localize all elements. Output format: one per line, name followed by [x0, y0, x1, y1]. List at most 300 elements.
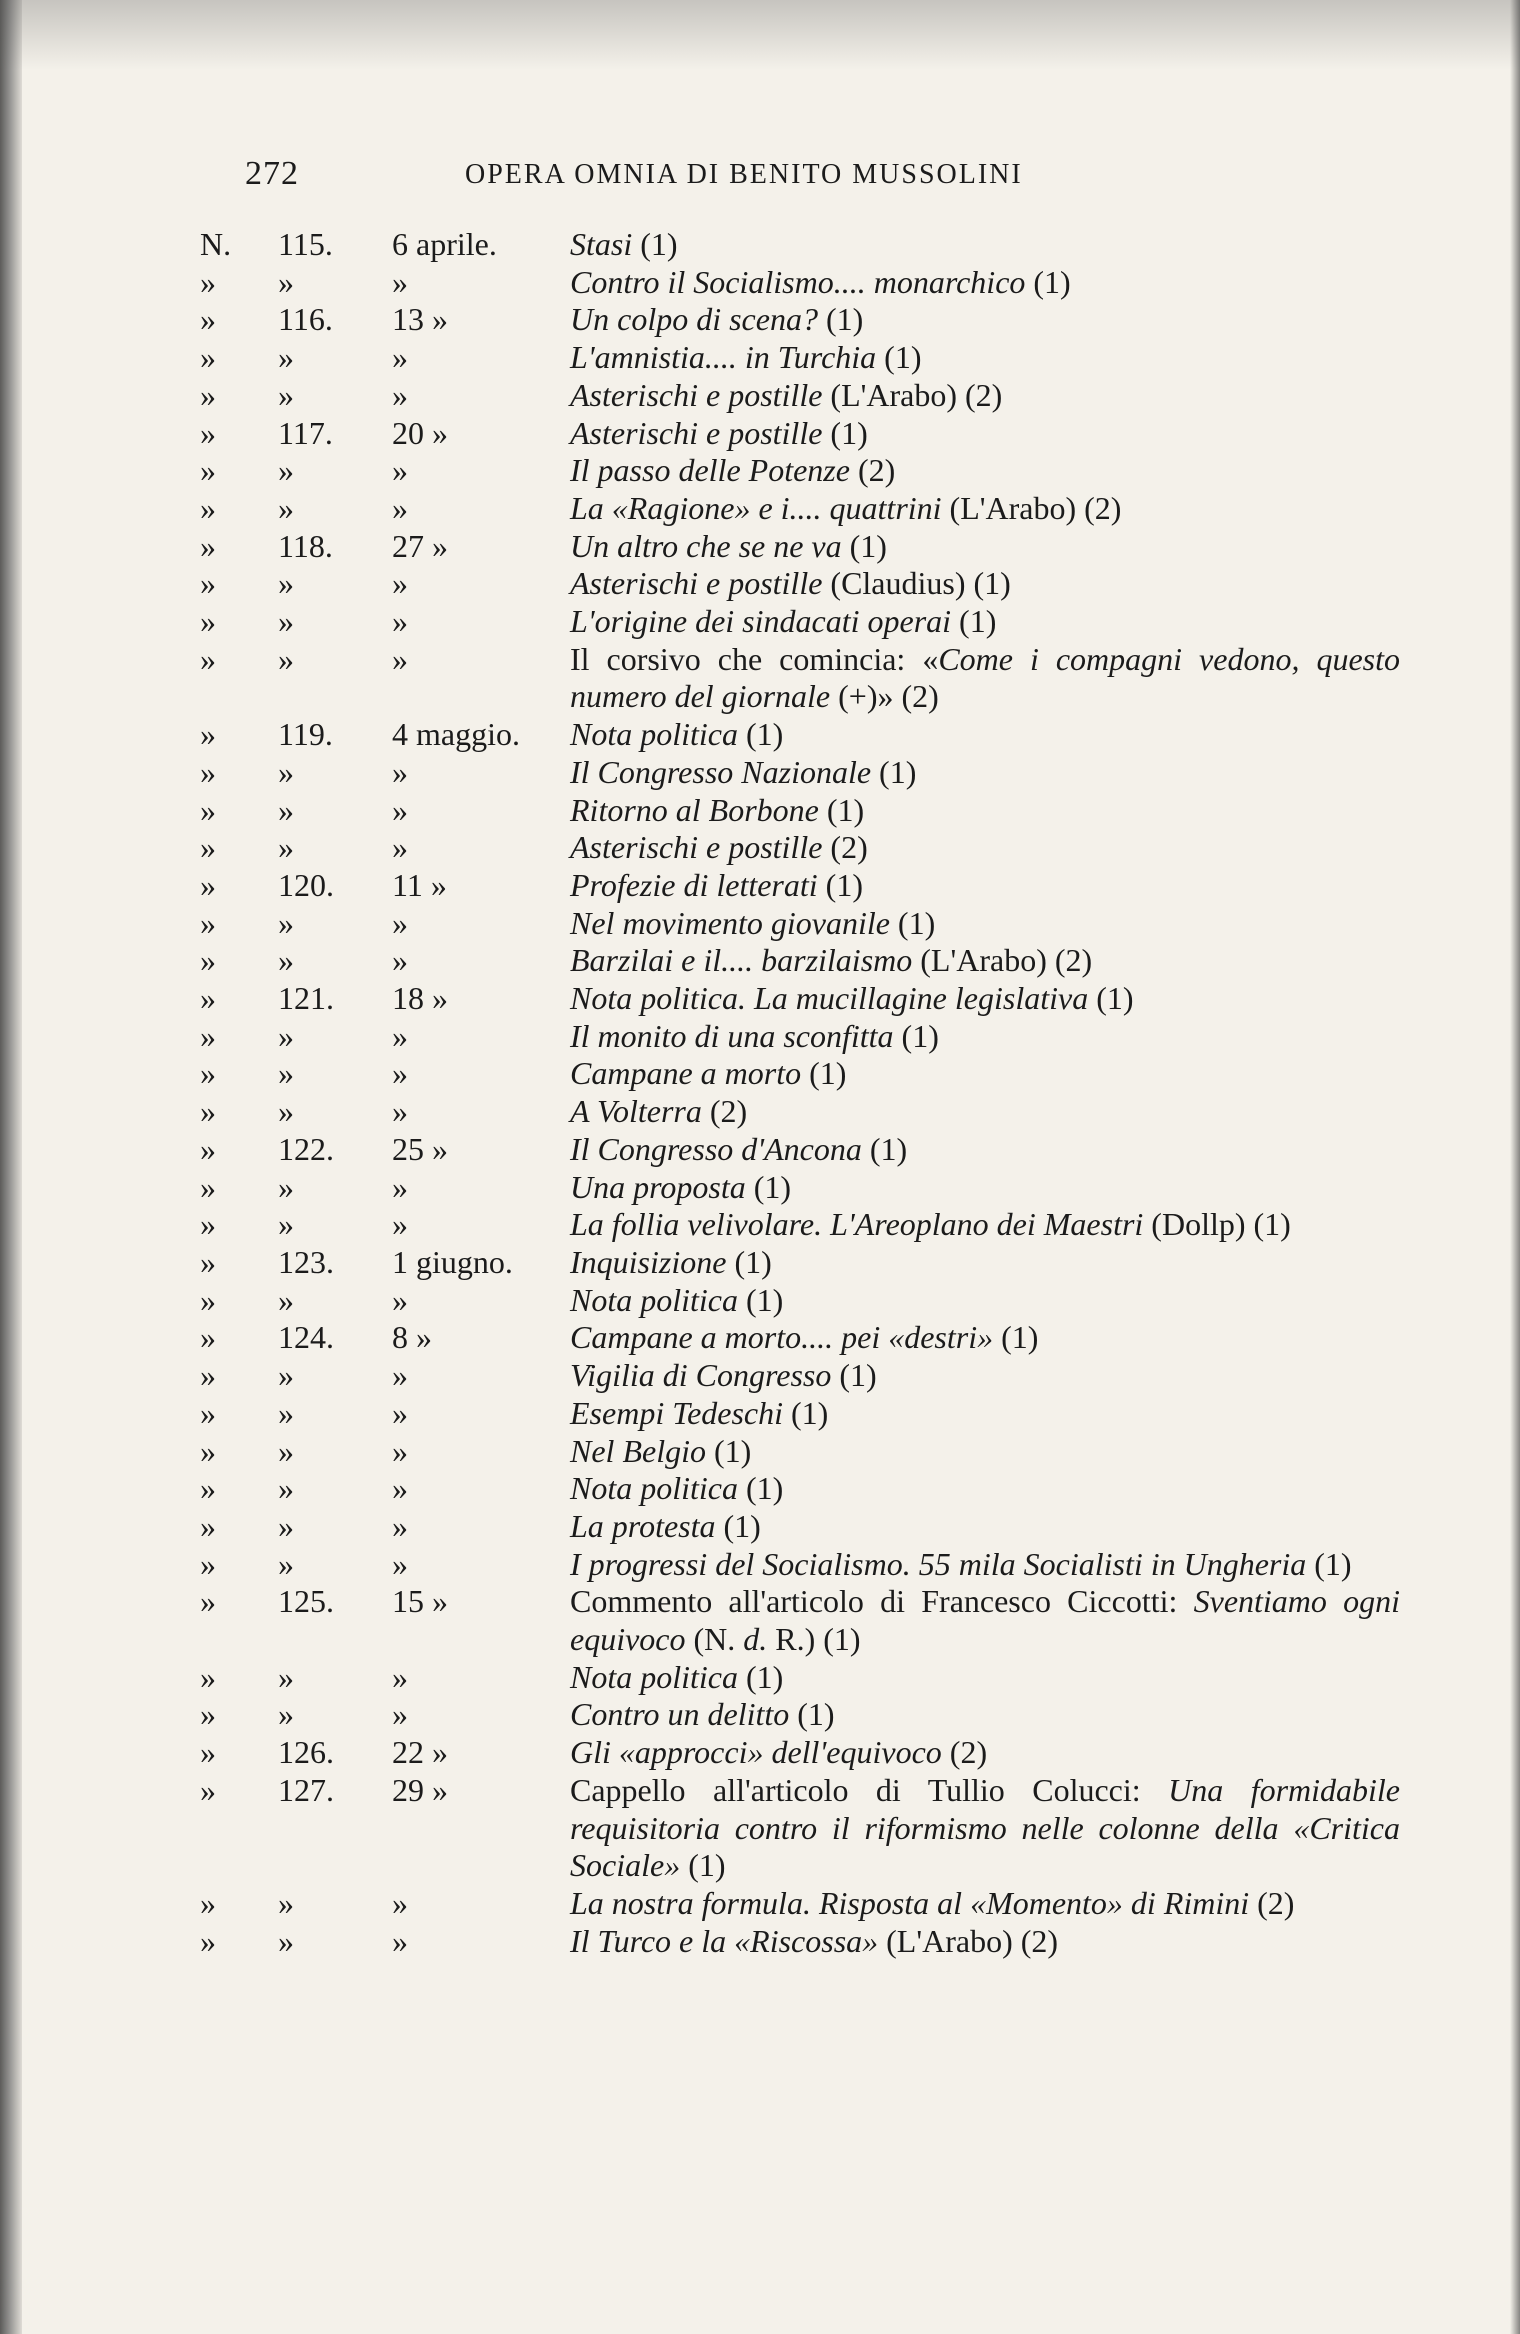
- row-prefix: »: [200, 753, 216, 790]
- issue-number: »: [278, 565, 294, 602]
- table-row: [200, 1583, 1410, 1658]
- row-prefix: »: [200, 716, 216, 753]
- article-title: [560, 226, 1400, 264]
- title-segment: L'amnistia.... in Turchia: [570, 339, 877, 376]
- article-title: [560, 1772, 1400, 1885]
- issue-date: 4 maggio.: [392, 716, 520, 753]
- table-row: [200, 1433, 1410, 1471]
- article-title: [560, 1395, 1400, 1433]
- issue-date: »: [392, 1884, 408, 1921]
- issue-number: »: [278, 640, 294, 677]
- row-prefix: »: [200, 376, 216, 413]
- issue-number: »: [278, 1884, 294, 1921]
- row-prefix: »: [200, 1243, 216, 1280]
- article-title: [560, 1734, 1400, 1772]
- title-segment: Asterischi e postille: [570, 829, 823, 866]
- row-prefix: »: [200, 1206, 216, 1243]
- issue-number: 127.: [278, 1771, 334, 1808]
- issue-date: 11 »: [392, 866, 447, 903]
- issue-number: »: [278, 1281, 294, 1318]
- title-segment: (1): [745, 1168, 792, 1205]
- title-segment: Nota politica: [570, 716, 738, 753]
- page-header: [245, 155, 1245, 205]
- row-prefix: »: [200, 1281, 216, 1318]
- article-title: [560, 1885, 1400, 1923]
- issue-number: 115.: [278, 226, 333, 262]
- title-segment: (1): [951, 603, 997, 640]
- title-segment: (1): [632, 226, 678, 262]
- issue-number: »: [278, 1093, 294, 1130]
- article-title: [560, 1546, 1400, 1584]
- title-segment: Il corsivo che comincia: «: [570, 640, 939, 677]
- article-title: [560, 1923, 1400, 1961]
- title-segment: Nota politica. La mucillagine legislativa: [570, 980, 1089, 1017]
- row-prefix: »: [200, 527, 216, 564]
- title-segment: Come i compagni vedono, questo numero del giornale: [570, 640, 1400, 715]
- row-prefix: »: [200, 904, 216, 941]
- table-row: [200, 1546, 1410, 1584]
- row-prefix: »: [200, 339, 216, 376]
- row-prefix: »: [200, 980, 216, 1017]
- article-title: [560, 377, 1400, 415]
- issue-number: 116.: [278, 301, 333, 338]
- issue-number: »: [278, 1357, 294, 1394]
- title-segment: La nostra formula. Risposta al «Momento» di Rimini: [570, 1884, 1250, 1921]
- table-row: [200, 1508, 1410, 1546]
- issue-number: »: [278, 489, 294, 526]
- title-segment: (1): [783, 1394, 829, 1431]
- issue-date: »: [392, 942, 408, 979]
- row-prefix: »: [200, 1696, 216, 1733]
- title-segment: A Volterra: [570, 1093, 702, 1130]
- table-row: [200, 716, 1410, 754]
- title-segment: (1): [738, 1281, 784, 1318]
- issue-number: 118.: [278, 527, 333, 564]
- issue-date: 18 »: [392, 980, 448, 1017]
- issue-date: »: [392, 1281, 408, 1318]
- table-row: [200, 942, 1410, 980]
- table-row: [200, 339, 1410, 377]
- title-segment: Nel Belgio: [570, 1432, 706, 1469]
- title-segment: Il Congresso Nazionale: [570, 753, 872, 790]
- issue-number: »: [278, 1168, 294, 1205]
- title-segment: Barzilai e il.... barzilaismo: [570, 942, 913, 979]
- row-prefix: N.: [200, 226, 232, 262]
- issue-date: »: [392, 1696, 408, 1733]
- issue-date: »: [392, 1206, 408, 1243]
- article-title: [560, 867, 1400, 905]
- issue-number: »: [278, 376, 294, 413]
- table-row: [200, 905, 1410, 943]
- issue-date: »: [392, 829, 408, 866]
- title-segment: La «Ragione» e i.... quattrini: [570, 489, 942, 526]
- table-row: [200, 1169, 1410, 1207]
- title-segment: La follia velivolare. L'Areoplano dei Maestri: [570, 1206, 1144, 1243]
- title-segment: Il passo delle Potenze: [570, 452, 850, 489]
- title-segment: Vigilia di Congresso: [570, 1357, 832, 1394]
- title-segment: (L'Arabo) (2): [822, 376, 1003, 413]
- title-segment: Il Turco e la «Riscossa»: [570, 1922, 879, 1959]
- title-segment: Il Congresso d'Ancona: [570, 1130, 862, 1167]
- table-row: [200, 1395, 1410, 1433]
- running-title: OPERA OMNIA DI BENITO MUSSOLINI: [465, 159, 1023, 190]
- article-title: [560, 980, 1400, 1018]
- table-row: [200, 452, 1410, 490]
- title-segment: (1): [738, 1470, 784, 1507]
- issue-date: »: [392, 1394, 408, 1431]
- title-segment: Campane a morto.... pei «destri»: [570, 1319, 994, 1356]
- table-row: [200, 1131, 1410, 1169]
- title-segment: (1): [889, 904, 936, 941]
- issue-number: »: [278, 829, 294, 866]
- title-segment: Inquisizione: [570, 1243, 727, 1280]
- title-segment: (+)» (2): [830, 678, 939, 715]
- title-segment: (N.: [685, 1621, 744, 1658]
- article-title: [560, 415, 1400, 453]
- title-segment: Stasi: [570, 226, 633, 262]
- title-segment: (1): [1025, 263, 1071, 300]
- issue-number: 120.: [278, 866, 334, 903]
- issue-date: »: [392, 1545, 408, 1582]
- title-segment: Asterischi e postille: [570, 414, 823, 451]
- issue-number: 125.: [278, 1583, 334, 1620]
- row-prefix: »: [200, 1130, 216, 1167]
- issue-date: »: [392, 339, 408, 376]
- issue-date: »: [392, 1922, 408, 1959]
- issue-number: »: [278, 339, 294, 376]
- issue-number: 123.: [278, 1243, 334, 1280]
- issue-date: »: [392, 904, 408, 941]
- title-segment: R.) (1): [767, 1621, 861, 1658]
- issue-number: »: [278, 753, 294, 790]
- issue-date: »: [392, 376, 408, 413]
- issue-number: »: [278, 1206, 294, 1243]
- article-title: [560, 792, 1400, 830]
- title-segment: Contro un delitto: [570, 1696, 790, 1733]
- row-prefix: »: [200, 1583, 216, 1620]
- row-prefix: »: [200, 414, 216, 451]
- table-row: [200, 1734, 1410, 1772]
- title-segment: (L'Arabo) (2): [878, 1922, 1059, 1959]
- page-number: 272: [245, 155, 299, 192]
- title-segment: (L'Arabo) (2): [941, 489, 1122, 526]
- title-segment: Nel movimento giovanile: [570, 904, 890, 941]
- table-row: [200, 1093, 1410, 1131]
- scan-top-shadow: [0, 0, 1520, 70]
- issue-number: »: [278, 791, 294, 828]
- issue-date: »: [392, 263, 408, 300]
- title-segment: d.: [743, 1621, 768, 1658]
- title-segment: (2): [822, 829, 868, 866]
- issue-number: 117.: [278, 414, 333, 451]
- title-segment: (1): [861, 1130, 908, 1167]
- issue-number: 122.: [278, 1130, 334, 1167]
- issue-date: 13 »: [392, 301, 448, 338]
- title-segment: (1): [893, 1017, 939, 1054]
- row-prefix: »: [200, 565, 216, 602]
- row-prefix: »: [200, 1470, 216, 1507]
- table-row: [200, 415, 1410, 453]
- title-segment: Il monito di una sconfitta: [570, 1017, 894, 1054]
- row-prefix: »: [200, 301, 216, 338]
- issue-date: »: [392, 1507, 408, 1544]
- issue-number: »: [278, 1017, 294, 1054]
- row-prefix: »: [200, 1055, 216, 1092]
- table-row: [200, 565, 1410, 603]
- row-prefix: »: [200, 263, 216, 300]
- article-title: [560, 1055, 1400, 1093]
- row-prefix: »: [200, 1734, 216, 1771]
- issue-date: »: [392, 791, 408, 828]
- article-title: [560, 716, 1400, 754]
- article-title: [560, 264, 1400, 302]
- title-segment: La protesta: [570, 1507, 716, 1544]
- row-prefix: »: [200, 1093, 216, 1130]
- title-segment: (1): [831, 1357, 877, 1394]
- table-row: [200, 829, 1410, 867]
- issue-date: 6 aprile.: [392, 226, 497, 262]
- title-segment: (Dollp) (1): [1143, 1206, 1291, 1243]
- table-row: [200, 1282, 1410, 1320]
- title-segment: Nota politica: [570, 1470, 738, 1507]
- issue-date: »: [392, 1055, 408, 1092]
- table-row: [200, 980, 1410, 1018]
- table-row: [200, 528, 1410, 566]
- article-title: [560, 452, 1400, 490]
- issue-number: 126.: [278, 1734, 334, 1771]
- article-title: [560, 905, 1400, 943]
- issue-date: »: [392, 640, 408, 677]
- row-prefix: »: [200, 1168, 216, 1205]
- issue-date: »: [392, 1168, 408, 1205]
- title-segment: (1): [1088, 980, 1134, 1017]
- issue-date: »: [392, 565, 408, 602]
- table-row: [200, 490, 1410, 528]
- article-title: [560, 641, 1400, 716]
- row-prefix: »: [200, 791, 216, 828]
- issue-number: »: [278, 1394, 294, 1431]
- title-segment: Un colpo di scena?: [570, 301, 818, 338]
- row-prefix: »: [200, 1884, 216, 1921]
- row-prefix: »: [200, 1545, 216, 1582]
- issue-date: 20 »: [392, 414, 448, 451]
- title-segment: L'origine dei sindacati operai: [570, 603, 952, 640]
- article-title: [560, 1357, 1400, 1395]
- table-row: [200, 264, 1410, 302]
- row-prefix: »: [200, 489, 216, 526]
- article-title: [560, 528, 1400, 566]
- title-segment: Commento all'articolo di Francesco Ciccotti:: [570, 1583, 1194, 1620]
- article-title: [560, 339, 1400, 377]
- issue-number: »: [278, 452, 294, 489]
- row-prefix: »: [200, 1771, 216, 1808]
- issue-number: 124.: [278, 1319, 334, 1356]
- article-title: [560, 603, 1400, 641]
- title-segment: Sventiamo ogni equivoco: [570, 1583, 1401, 1658]
- title-segment: Nota politica: [570, 1281, 738, 1318]
- title-segment: (1): [738, 1658, 784, 1695]
- table-row: [200, 792, 1410, 830]
- issue-number: »: [278, 1658, 294, 1695]
- issue-number: »: [278, 263, 294, 300]
- title-segment: (1): [818, 791, 865, 828]
- issue-number: »: [278, 1432, 294, 1469]
- issue-number: »: [278, 1696, 294, 1733]
- issue-number: 121.: [278, 980, 334, 1017]
- table-row: [200, 1357, 1410, 1395]
- title-segment: Asterischi e postille: [570, 376, 823, 413]
- article-title: [560, 1131, 1400, 1169]
- row-prefix: »: [200, 452, 216, 489]
- title-segment: I progressi del Socialismo. 55 mila Socialisti in Ungheria: [570, 1545, 1307, 1582]
- article-title: [560, 1282, 1400, 1320]
- issue-number: »: [278, 1545, 294, 1582]
- title-segment: Un altro che se ne va: [570, 527, 842, 564]
- title-segment: (1): [871, 753, 917, 790]
- title-segment: (1): [876, 339, 922, 376]
- issue-number: »: [278, 942, 294, 979]
- issue-number: »: [278, 904, 294, 941]
- title-segment: (1): [841, 527, 887, 564]
- issue-date: »: [392, 1017, 408, 1054]
- row-prefix: »: [200, 1017, 216, 1054]
- title-segment: (L'Arabo) (2): [912, 942, 1093, 979]
- article-title: [560, 942, 1400, 980]
- title-segment: (2): [701, 1093, 748, 1130]
- title-segment: (1): [801, 1055, 847, 1092]
- issue-date: »: [392, 1093, 408, 1130]
- row-prefix: »: [200, 1357, 216, 1394]
- row-prefix: »: [200, 603, 216, 640]
- article-title: [560, 1659, 1400, 1697]
- row-prefix: »: [200, 1319, 216, 1356]
- table-row: [200, 1319, 1410, 1357]
- title-segment: (1): [738, 716, 784, 753]
- title-segment: (2): [941, 1734, 988, 1771]
- row-prefix: »: [200, 1432, 216, 1469]
- table-row: [200, 226, 1410, 264]
- title-segment: (2): [849, 452, 896, 489]
- title-segment: (1): [817, 301, 864, 338]
- table-row: [200, 867, 1410, 905]
- title-segment: Contro il Socialismo.... monarchico: [570, 263, 1026, 300]
- issue-number: 119.: [278, 716, 333, 753]
- article-title: [560, 1696, 1400, 1734]
- issue-number: »: [278, 1922, 294, 1959]
- row-prefix: »: [200, 1658, 216, 1695]
- row-prefix: »: [200, 1394, 216, 1431]
- title-segment: Una proposta: [570, 1168, 746, 1205]
- title-segment: (1): [726, 1243, 772, 1280]
- article-title: [560, 1319, 1400, 1357]
- title-segment: (Claudius) (1): [822, 565, 1011, 602]
- issue-date: 25 »: [392, 1130, 448, 1167]
- table-row: [200, 1772, 1410, 1885]
- title-segment: (1): [817, 866, 863, 903]
- title-segment: Nota politica: [570, 1658, 738, 1695]
- title-segment: (1): [789, 1696, 835, 1733]
- issue-date: »: [392, 1432, 408, 1469]
- title-segment: (1): [705, 1432, 752, 1469]
- title-segment: Cappello all'articolo di Tullio Colucci:: [570, 1771, 1169, 1808]
- issue-number: »: [278, 1470, 294, 1507]
- article-title: [560, 1470, 1400, 1508]
- issue-date: 29 »: [392, 1771, 448, 1808]
- index-table: [200, 226, 1410, 1960]
- issue-date: 1 giugno.: [392, 1243, 513, 1280]
- title-segment: Profezie di letterati: [570, 866, 818, 903]
- article-title: [560, 301, 1400, 339]
- issue-number: »: [278, 1055, 294, 1092]
- issue-date: »: [392, 1470, 408, 1507]
- title-segment: Campane a morto: [570, 1055, 802, 1092]
- issue-date: »: [392, 1658, 408, 1695]
- issue-number: »: [278, 603, 294, 640]
- article-title: [560, 1018, 1400, 1056]
- table-row: [200, 1696, 1410, 1734]
- issue-date: »: [392, 452, 408, 489]
- article-title: [560, 1093, 1400, 1131]
- article-title: [560, 1169, 1400, 1207]
- issue-date: 22 »: [392, 1734, 448, 1771]
- table-row: [200, 754, 1410, 792]
- title-segment: (1): [1306, 1545, 1352, 1582]
- issue-date: »: [392, 753, 408, 790]
- table-row: [200, 1470, 1410, 1508]
- issue-date: »: [392, 603, 408, 640]
- table-row: [200, 301, 1410, 339]
- title-segment: (1): [822, 414, 868, 451]
- issue-date: »: [392, 1357, 408, 1394]
- title-segment: Una formidabile requisitoria contro il riformismo nelle colonne della «Critica Sociale»: [570, 1771, 1400, 1884]
- title-segment: (1): [715, 1507, 761, 1544]
- issue-date: 27 »: [392, 527, 448, 564]
- title-segment: Asterischi e postille: [570, 565, 823, 602]
- table-row: [200, 377, 1410, 415]
- title-segment: Ritorno al Borbone: [570, 791, 819, 828]
- article-title: [560, 1244, 1400, 1282]
- article-title: [560, 829, 1400, 867]
- row-prefix: »: [200, 829, 216, 866]
- title-segment: (1): [680, 1847, 726, 1884]
- table-row: [200, 1244, 1410, 1282]
- article-title: [560, 1583, 1400, 1658]
- article-title: [560, 1206, 1400, 1244]
- table-row: [200, 641, 1410, 716]
- table-row: [200, 1885, 1410, 1923]
- page-right-edge: [1510, 0, 1520, 2334]
- table-row: [200, 1923, 1410, 1961]
- article-title: [560, 1433, 1400, 1471]
- article-title: [560, 565, 1400, 603]
- row-prefix: »: [200, 640, 216, 677]
- article-title: [560, 1508, 1400, 1546]
- page-edge-shadow: [0, 0, 22, 2334]
- title-segment: (2): [1249, 1884, 1295, 1921]
- title-segment: Esempi Tedeschi: [570, 1394, 784, 1431]
- article-title: [560, 490, 1400, 528]
- title-segment: (1): [993, 1319, 1039, 1356]
- table-row: [200, 1659, 1410, 1697]
- issue-date: 15 »: [392, 1583, 448, 1620]
- article-title: [560, 754, 1400, 792]
- issue-date: »: [392, 489, 408, 526]
- row-prefix: »: [200, 1507, 216, 1544]
- row-prefix: »: [200, 1922, 216, 1959]
- table-row: [200, 603, 1410, 641]
- issue-date: 8 »: [392, 1319, 432, 1356]
- row-prefix: »: [200, 942, 216, 979]
